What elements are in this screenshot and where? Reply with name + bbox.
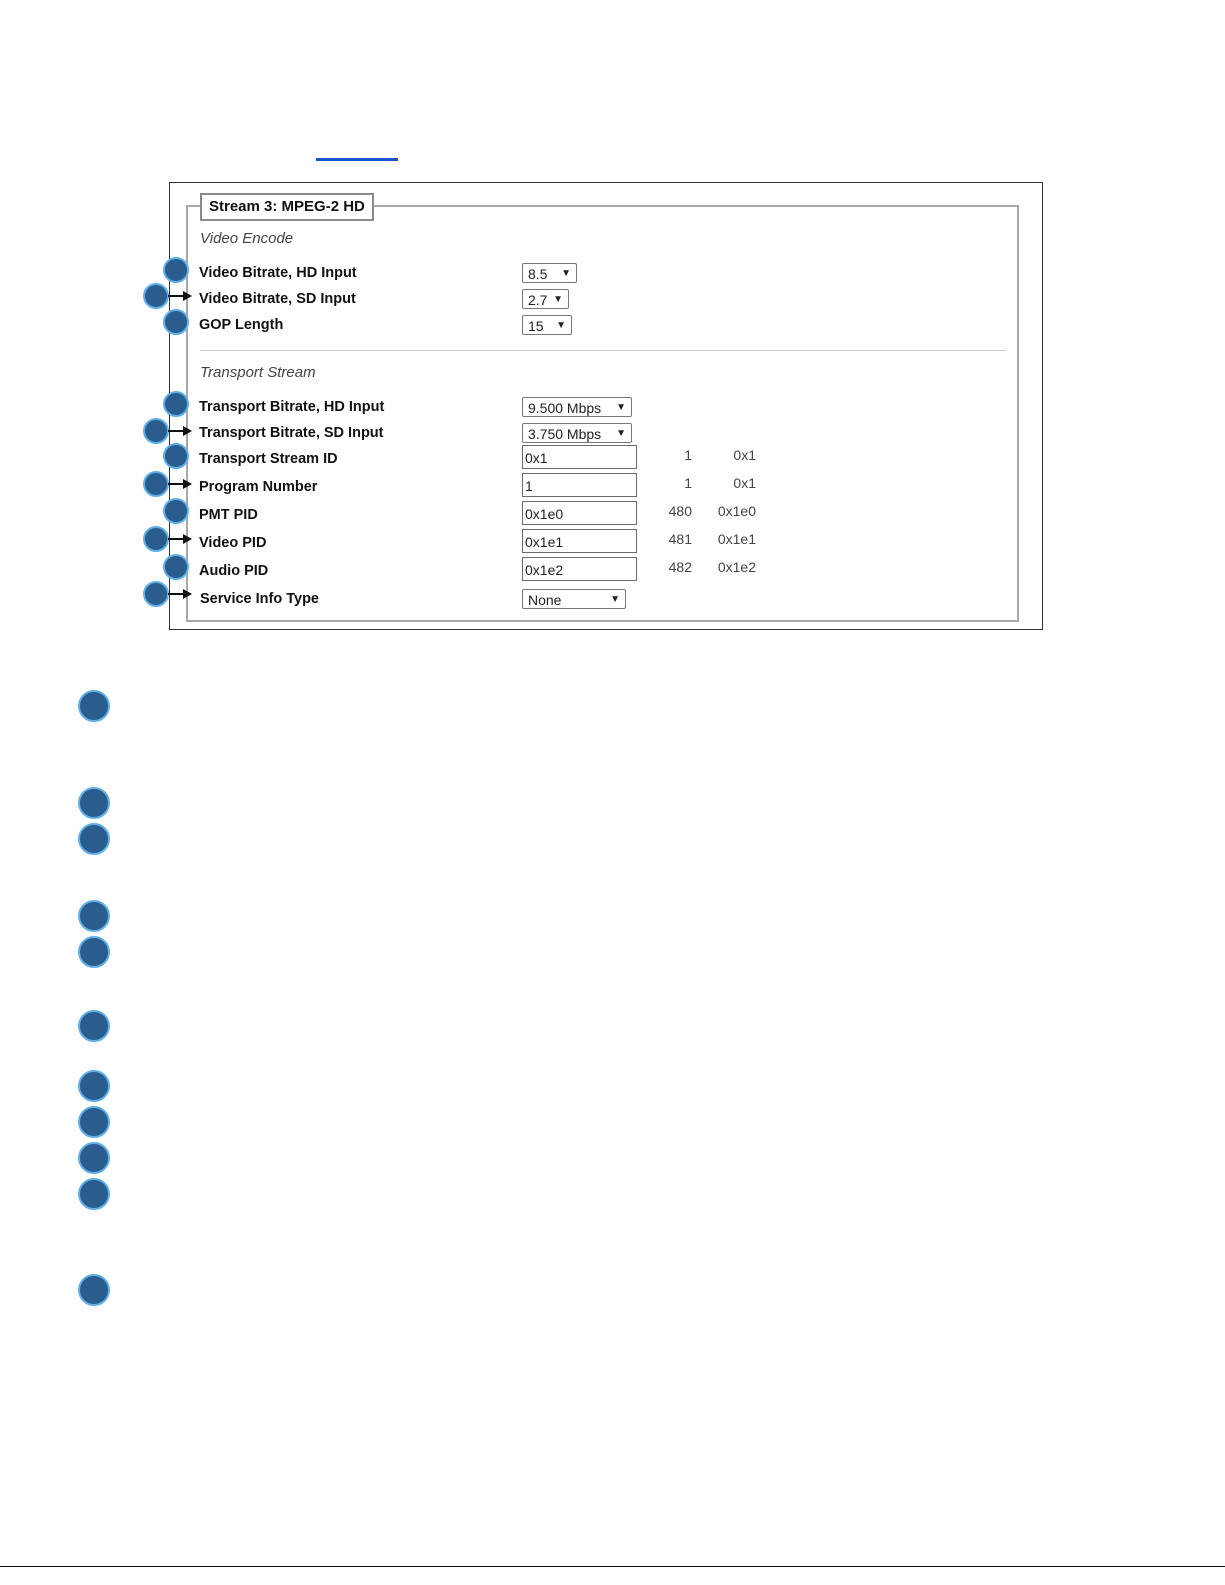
- callout-marker: [163, 498, 189, 524]
- arrow-head-icon: [183, 426, 192, 436]
- callout-marker: [163, 391, 189, 417]
- list-marker: [78, 1178, 110, 1210]
- arrow-head-icon: [183, 534, 192, 544]
- callout-arrow: [168, 483, 184, 485]
- pmt-pid-input[interactable]: 0x1e0: [522, 501, 637, 525]
- transport-stream-id-row: [170, 449, 1040, 473]
- transport-bitrate-sd-select[interactable]: [522, 423, 632, 443]
- dropdown-arrow-icon: ▼: [561, 268, 571, 279]
- transport-bitrate-sd-row: [170, 423, 1040, 447]
- gop-length-label: GOP Length: [199, 317, 284, 333]
- hex-value: 0x1e2: [717, 559, 756, 575]
- program-number-label: Program Number: [199, 479, 318, 495]
- select-value: 15: [528, 318, 544, 334]
- transport-bitrate-hd-row: [170, 397, 1040, 421]
- list-marker: [78, 823, 110, 855]
- pmt-pid-row: [170, 505, 1040, 529]
- callout-marker: [143, 283, 169, 309]
- page-footer-rule: [0, 1566, 1225, 1567]
- hex-value: 0x1: [733, 475, 756, 491]
- hex-value: 0x1e1: [717, 531, 756, 547]
- stream-legend: Stream 3: MPEG-2 HD: [200, 193, 374, 221]
- video-pid-label: Video PID: [199, 535, 267, 551]
- video-bitrate-hd-row: [170, 263, 1040, 287]
- section-divider: [200, 350, 1006, 351]
- select-value: 3.750 Mbps: [528, 426, 602, 442]
- callout-marker: [143, 471, 169, 497]
- list-marker: [78, 900, 110, 932]
- video-bitrate-hd-label: Video Bitrate, HD Input: [199, 265, 357, 281]
- audio-pid-row: [170, 561, 1040, 585]
- dropdown-arrow-icon: ▼: [616, 402, 626, 413]
- dropdown-arrow-icon: ▼: [616, 428, 626, 439]
- audio-pid-label: Audio PID: [199, 563, 269, 579]
- select-value: 8.5: [528, 266, 548, 282]
- service-info-type-label: Service Info Type: [200, 591, 319, 607]
- decimal-value: 482: [668, 559, 692, 575]
- select-value: 2.7: [528, 292, 548, 308]
- video-pid-row: [170, 533, 1040, 557]
- list-marker: [78, 690, 110, 722]
- document-link-underline[interactable]: [316, 158, 398, 161]
- list-marker: [78, 1010, 110, 1042]
- callout-marker: [143, 526, 169, 552]
- callout-marker: [163, 554, 189, 580]
- decimal-value: 481: [668, 531, 692, 547]
- callout-arrow: [168, 538, 184, 540]
- gop-length-select[interactable]: [522, 315, 572, 335]
- video-bitrate-sd-select[interactable]: [522, 289, 569, 309]
- callout-marker: [163, 309, 189, 335]
- program-number-input[interactable]: 1: [522, 473, 637, 497]
- transport-bitrate-hd-label: Transport Bitrate, HD Input: [199, 399, 385, 415]
- callout-marker: [143, 418, 169, 444]
- list-marker: [78, 787, 110, 819]
- list-marker: [78, 1274, 110, 1306]
- dropdown-arrow-icon: ▼: [553, 294, 563, 305]
- arrow-head-icon: [183, 589, 192, 599]
- decimal-value: 1: [684, 475, 692, 491]
- callout-arrow: [168, 295, 184, 297]
- video-pid-input[interactable]: 0x1e1: [522, 529, 637, 553]
- transport-stream-id-label: Transport Stream ID: [199, 451, 338, 467]
- stream-settings-panel: [169, 182, 1043, 630]
- list-marker: [78, 1106, 110, 1138]
- video-bitrate-hd-select[interactable]: [522, 263, 577, 283]
- audio-pid-input[interactable]: 0x1e2: [522, 557, 637, 581]
- service-info-type-row: [170, 589, 1040, 613]
- select-value: 9.500 Mbps: [528, 400, 602, 416]
- callout-marker: [163, 257, 189, 283]
- program-number-row: [170, 477, 1040, 501]
- list-marker: [78, 936, 110, 968]
- transport-bitrate-sd-label: Transport Bitrate, SD Input: [199, 425, 384, 441]
- gop-length-row: [170, 315, 1040, 339]
- service-info-type-select[interactable]: [522, 589, 626, 609]
- callout-marker: [163, 443, 189, 469]
- decimal-value: 480: [668, 503, 692, 519]
- video-bitrate-sd-row: [170, 289, 1040, 313]
- dropdown-arrow-icon: ▼: [610, 594, 620, 605]
- arrow-head-icon: [183, 479, 192, 489]
- list-marker: [78, 1142, 110, 1174]
- dropdown-arrow-icon: ▼: [556, 320, 566, 331]
- pmt-pid-label: PMT PID: [199, 507, 258, 523]
- transport-stream-heading: Transport Stream: [200, 364, 316, 381]
- arrow-head-icon: [183, 291, 192, 301]
- hex-value: 0x1e0: [717, 503, 756, 519]
- decimal-value: 1: [684, 447, 692, 463]
- hex-value: 0x1: [733, 447, 756, 463]
- callout-arrow: [168, 593, 184, 595]
- video-bitrate-sd-label: Video Bitrate, SD Input: [199, 291, 356, 307]
- callout-marker: [143, 581, 169, 607]
- list-marker: [78, 1070, 110, 1102]
- select-value: None: [528, 592, 562, 608]
- transport-stream-id-input[interactable]: 0x1: [522, 445, 637, 469]
- video-encode-heading: Video Encode: [200, 230, 294, 247]
- callout-arrow: [168, 430, 184, 432]
- transport-bitrate-hd-select[interactable]: [522, 397, 632, 417]
